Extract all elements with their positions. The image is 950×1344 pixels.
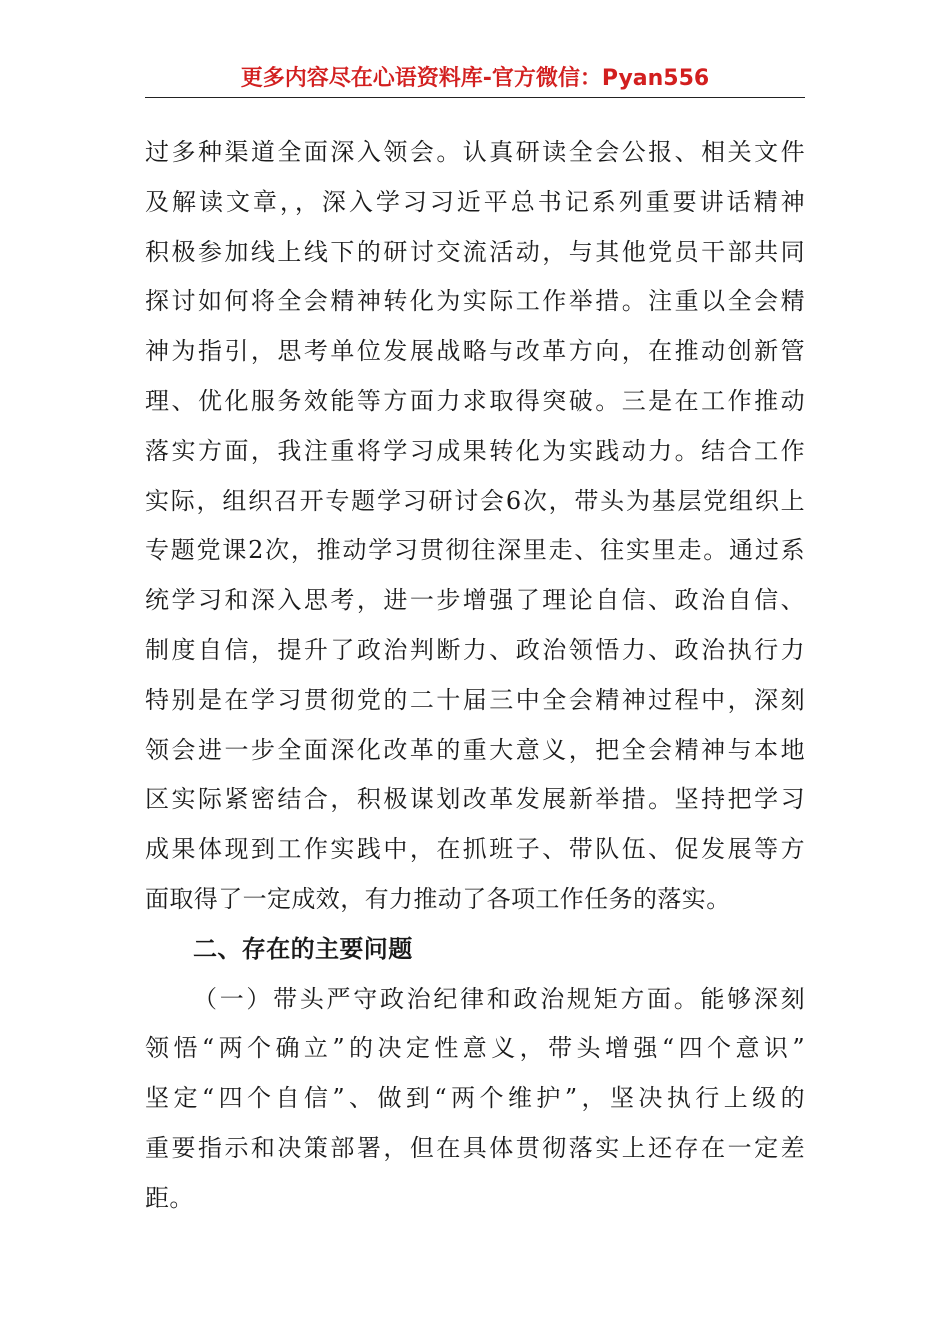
paragraph-line: 过多种渠道全面深入领会。认真研读全会公报、相关文件 xyxy=(145,138,805,166)
section-heading: 二、存在的主要问题 xyxy=(193,934,413,963)
paragraph-line: 特别是在学习贯彻党的二十届三中全会精神过程中，深刻 xyxy=(145,685,805,714)
paragraph-line: 成果体现到工作实践中，在抓班子、带队伍、促发展等方 xyxy=(145,835,805,864)
paragraph-line: 探讨如何将全会精神转化为实际工作举措。注重以全会精 xyxy=(145,287,805,316)
paragraph-line: 专题党课2次，推动学习贯彻往深里走、往实里走。通过系 xyxy=(145,536,805,565)
paragraph-line: 实际，组织召开专题学习研讨会6次，带头为基层党组织上 xyxy=(145,486,805,515)
paragraph-line: 距。 xyxy=(145,1183,194,1212)
paragraph-line: 落实方面，我注重将学习成果转化为实践动力。结合工作 xyxy=(145,436,805,465)
paragraph-line: 神为指引，思考单位发展战略与改革方向，在推动创新管 xyxy=(145,337,805,366)
paragraph-line: 积极参加线上线下的研讨交流活动，与其他党员干部共同 xyxy=(145,237,805,266)
paragraph-line: 及解读文章，，深入学习习近平总书记系列重要讲话精神 xyxy=(145,187,805,216)
paragraph-line: 区实际紧密结合，积极谋划改革发展新举措。坚持把学习 xyxy=(145,785,805,814)
paragraph-line: 坚定“四个自信”、做到“两个维护”，坚决执行上级的 xyxy=(145,1084,805,1113)
watermark-header: 更多内容尽在心语资料库-官方微信：Pyan556 xyxy=(240,66,710,91)
paragraph-line: （一）带头严守政治纪律和政治规矩方面。能够深刻 xyxy=(193,984,805,1013)
document-body xyxy=(145,128,805,1224)
paragraph-line: 面取得了一定成效，有力推动了各项工作任务的落实。 xyxy=(145,884,731,913)
header-divider xyxy=(145,97,805,98)
paragraph-line: 理、优化服务效能等方面力求取得突破。三是在工作推动 xyxy=(145,386,805,415)
paragraph-line: 领悟“两个确立”的决定性意义，带头增强“四个意识” xyxy=(145,1034,805,1063)
paragraph-line: 制度自信，提升了政治判断力、政治领悟力、政治执行力 xyxy=(145,635,805,664)
paragraph-line: 领会进一步全面深化改革的重大意义，把全会精神与本地 xyxy=(145,735,805,764)
paragraph-line: 统学习和深入思考，进一步增强了理论自信、政治自信、 xyxy=(145,586,805,615)
paragraph-line: 重要指示和决策部署，但在具体贯彻落实上还存在一定差 xyxy=(145,1133,805,1162)
